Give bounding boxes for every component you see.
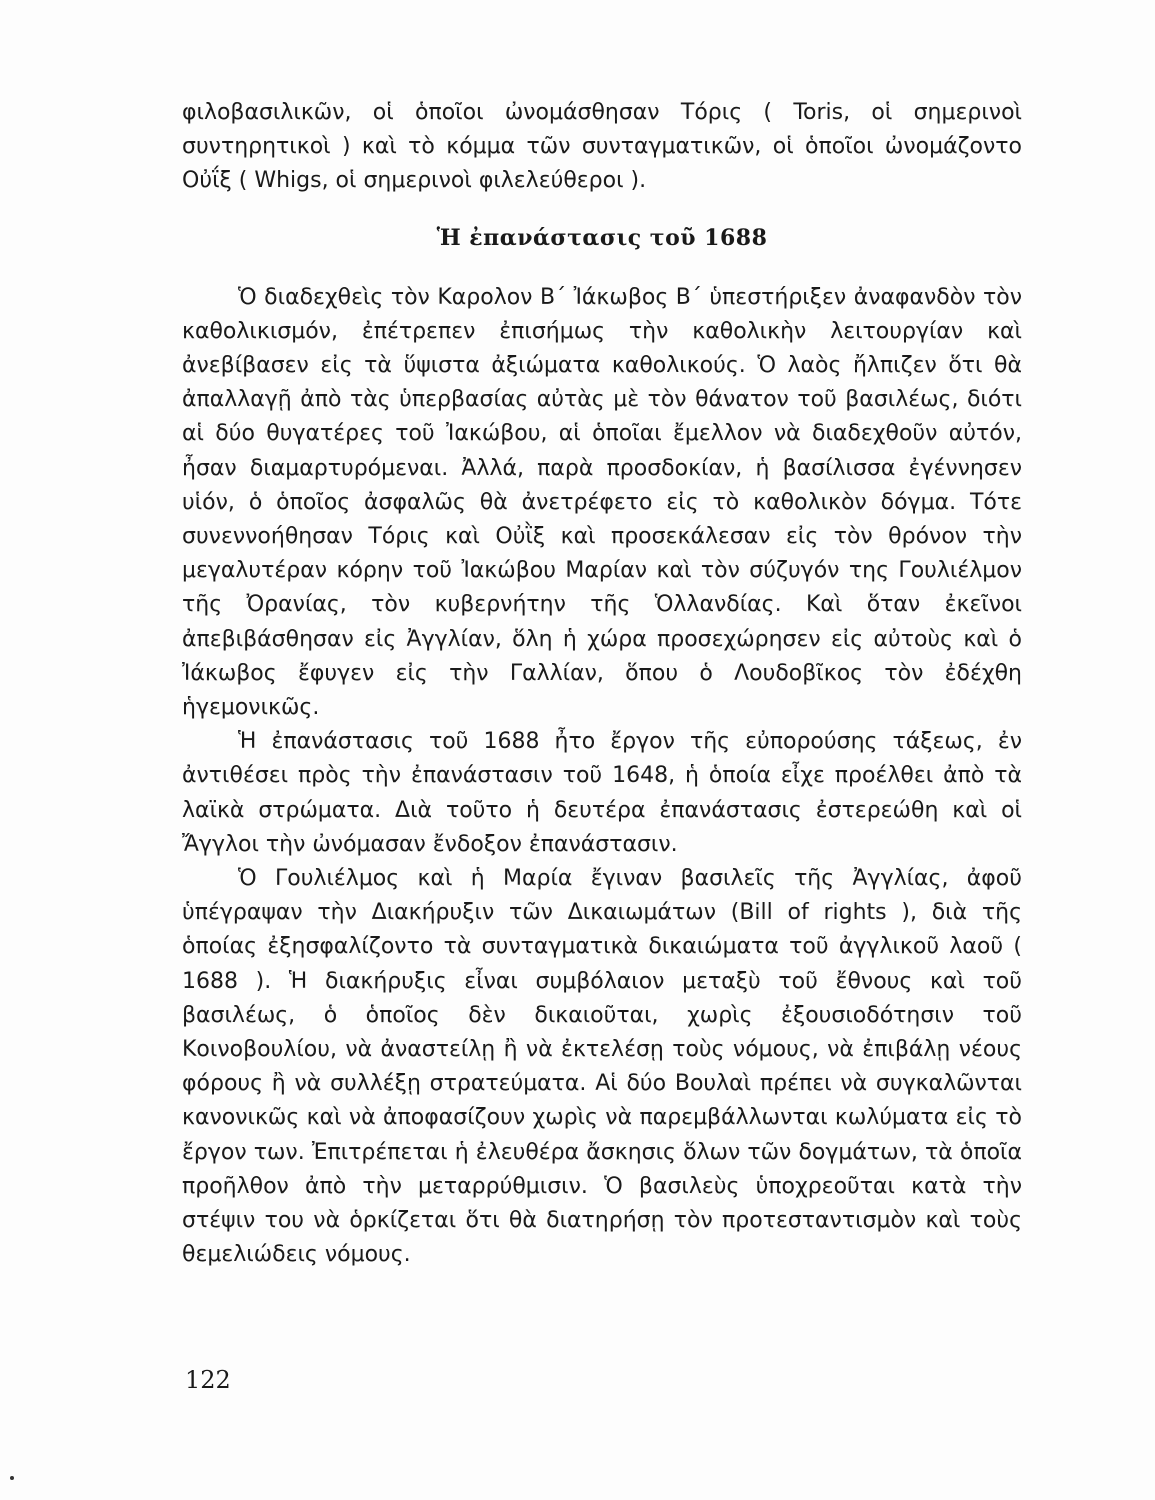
paragraph-james: Ὁ διαδεχθεὶς τὸν Καρολον Β΄ Ἰάκωβος Β΄ ὑπεστήριξεν ἀναφανδὸν τὸν καθολικισμόν, ἐπέτρεπεν ἐπισήμως τὴν καθολικὴν λειτουργίαν καὶ ἀνεβίβασεν εἰς τὰ ὕψιστα ἀξιώματα καθολικούς. Ὁ λαὸς ἤλπιζεν ὅτι θὰ ἀπαλλαγῇ ἀπὸ τὰς ὑπερβασίας αὐτὰς μὲ τὸν θάνατον τοῦ βασιλέως, διότι αἱ δύο θυγατέρες τοῦ Ἰακώβου, αἱ ὁποῖαι ἔμελλον νὰ διαδεχθοῦν αὐτόν, ἦσαν διαμαρτυρόμεναι. Ἀλλά, παρὰ προσδοκίαν, ἡ βασίλισσα ἐγέννησεν υἱόν, ὁ ὁποῖος ἀσφαλῶς θὰ ἀνετρέφετο εἰς τὸ καθολικὸν δόγμα. Τότε συνεννοήθησαν Τόρις καὶ Οὐῒξ καὶ προσεκάλεσαν εἰς τὸν θρόνον τὴν μεγαλυτέραν κόρην τοῦ Ἰακώβου Μαρίαν καὶ τὸν σύζυγόν της Γουλιέλμον τῆς Ὀρανίας, τὸν κυβερνήτην τῆς Ὁλλανδίας. Καὶ ὅταν ἐκεῖνοι ἀπεβιβάσθησαν εἰς Ἀγγλίαν, ὅλη ἡ χώρα προσεχώρησεν εἰς αὐτοὺς καὶ ὁ Ἰάκωβος ἔφυγεν εἰς τὴν Γαλλίαν, ὅπου ὁ Λουδοβῖκος τὸν ἐδέχθη ἡγεμονικῶς.	[182, 284, 1022, 721]
scan-speck	[10, 1476, 14, 1480]
body-text	[182, 96, 1022, 1273]
paragraph-revolution: Ἡ ἐπανάστασις τοῦ 1688 ἦτο ἔργον τῆς εὐπορούσης τάξεως, ἐν ἀντιθέσει πρὸς τὴν ἐπανάστασιν τοῦ 1648, ἡ ὁποία εἶχε προέλθει ἀπὸ τὰ λαϊκὰ στρώματα. Διὰ τοῦτο ἡ δευτέρα ἐπανάστασις ἐστερεώθη καὶ οἱ Ἄγγλοι τὴν ὠνόμασαν ἔνδοξον ἐπανάστασιν.	[182, 729, 1022, 857]
paragraph-bill-of-rights: Ὁ Γουλιέλμος καὶ ἡ Μαρία ἔγιναν βασιλεῖς τῆς Ἀγγλίας, ἀφοῦ ὑπέγραψαν τὴν Διακήρυξιν τῶν Δικαιωμάτων (Bill of rights ), διὰ τῆς ὁποίας ἐξησφαλίζοντο τὰ συνταγματικὰ δικαιώματα τοῦ ἀγγλικοῦ λαοῦ ( 1688 ). Ἡ διακήρυξις εἶναι συμβόλαιον μεταξὺ τοῦ ἔθνους καὶ τοῦ βασιλέως, ὁ ὁποῖος δὲν δικαιοῦται, χωρὶς ἐξουσιοδότησιν τοῦ Κοινοβουλίου, νὰ ἀναστείλῃ ἢ νὰ ἐκτελέσῃ τοὺς νόμους, νὰ ἐπιβάλῃ νέους φόρους ἢ νὰ συλλέξῃ στρατεύματα. Αἱ δύο Βουλαὶ πρέπει νὰ συγκαλῶνται κανονικῶς καὶ νὰ ἀποφασίζουν χωρὶς νὰ παρεμβάλλωνται κωλύματα εἰς τὸ ἔργον των. Ἐπιτρέπεται ἡ ἐλευθέρα ἄσκησις ὅλων τῶν δογμάτων, τὰ ὁποῖα προῆλθον ἀπὸ τὴν μεταρρύθμισιν. Ὁ βασιλεὺς ὑποχρεοῦται κατὰ τὴν στέψιν του νὰ ὁρκίζεται ὅτι θὰ διατηρήσῃ τὸν προτεσταντισμὸν καὶ τοὺς θεμελιώδεις νόμους.	[182, 866, 1022, 1268]
paragraph-intro: φιλοβασιλικῶν, οἱ ὁποῖοι ὠνομάσθησαν Τόρις ( Toris, οἱ σημερινοὶ συντηρητικοὶ ) καὶ τὸ κόμμα τῶν συνταγματικῶν, οἱ ὁποῖοι ὠνομάζοντο Οὐΐξ ( Whigs, οἱ σημερινοὶ φιλελεύθεροι ).	[182, 100, 1022, 194]
section-heading: Ἡ ἐπανάστασις τοῦ 1688	[436, 224, 768, 251]
page-number: 122	[185, 1366, 231, 1394]
